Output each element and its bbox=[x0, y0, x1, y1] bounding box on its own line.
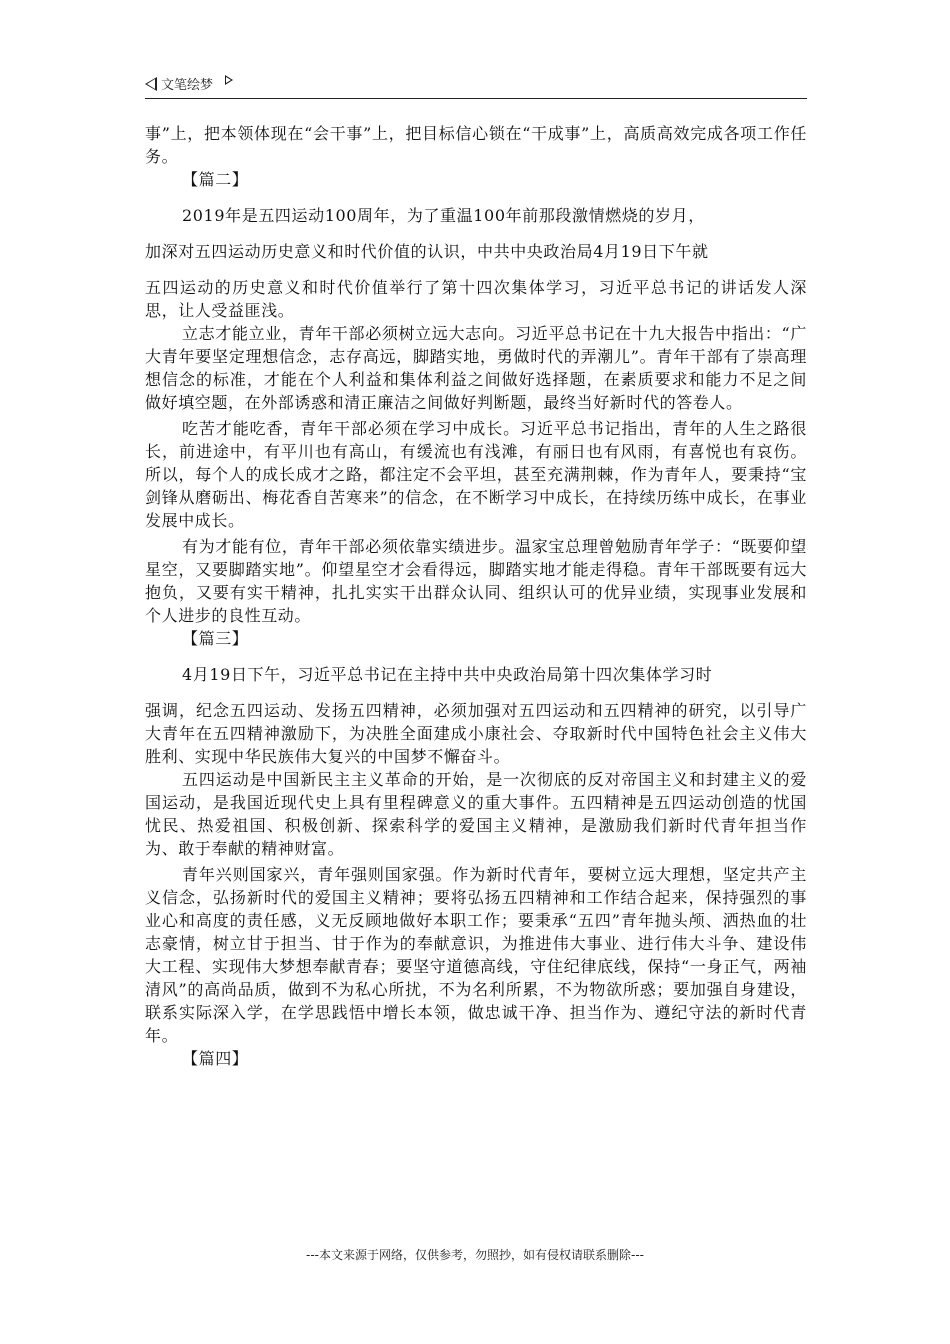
paragraph: 强调，纪念五四运动、发扬五四精神，必须加强对五四运动和五四精神的研究，以引导广大青年在五四精神激励下，为决胜全面建成小康社会、夺取新时代中国特色社会主义伟大胜利、实现中华民族伟大复兴的中国梦不懈奋斗。 bbox=[145, 701, 807, 766]
right-triangle-icon bbox=[225, 75, 233, 85]
paragraph: 五四运动是中国新民主主义革命的开始，是一次彻底的反对帝国主义和封建主义的爱国运动，是我国近现代史上具有里程碑意义的重大事件。五四精神是五四运动创造的忧国忧民、热爱祖国、积极创新、探索科学的爱国主义精神，是激励我们新时代青年担当作为、敢于奉献的精神财富。 bbox=[145, 770, 807, 858]
brand-name: 文笔绘梦 bbox=[161, 78, 214, 93]
document-body bbox=[145, 122, 807, 1070]
paragraph: 立志才能立业，青年干部必须树立远大志向。习近平总书记在十九大报告中指出：“广大青年要坚定理想信念，志存高远，脚踏实地，勇做时代的弄潮儿”。青年干部有了崇高理想信念的标准，才能在个人利益和集体利益之间做好选择题，在素质要求和能力不足之间做好填空题，在外部诱惑和清正廉洁之间做好判断题，最终当好新时代的答卷人。 bbox=[145, 324, 807, 412]
section-heading: 【篇三】 bbox=[182, 629, 249, 648]
paragraph: 青年兴则国家兴，青年强则国家强。作为新时代青年，要树立远大理想，坚定共产主义信念，弘扬新时代的爱国主义精神；要将弘扬五四精神和工作结合起来，保持强烈的事业心和高度的责任感，义无反顾地做好本职工作；要秉承“五四”青年抛头颅、洒热血的壮志豪情，树立甘于担当、甘于作为的奉献意识，为推进伟大事业、进行伟大斗争、建设伟大工程、实现伟大梦想奉献青春；要坚守道德高线，守住纪律底线，保持“一身正气，两袖清风”的高尚品质，做到不为私心所扰，不为名利所累，不为物欲所惑；要加强自身建设，联系实际深入学，在学思践悟中增长本领，做忠诚干净、担当作为、遵纪守法的新时代青年。 bbox=[145, 865, 807, 1045]
paragraph: 2019年是五四运动100周年，为了重温100年前那段激情燃烧的岁月， bbox=[182, 206, 705, 225]
paragraph: 事”上，把本领体现在“会干事”上，把目标信心锁在“干成事”上，高质高效完成各项工作任务。 bbox=[145, 124, 807, 166]
paragraph: 加深对五四运动历史意义和时代价值的认识，中共中央政治局4月19日下午就 bbox=[145, 242, 709, 261]
paragraph: 4月19日下午，习近平总书记在主持中共中央政治局第十四次集体学习时 bbox=[182, 665, 713, 684]
section-heading: 【篇四】 bbox=[182, 1049, 249, 1068]
header-brand bbox=[145, 74, 233, 93]
footer-notice: ---本文来源于网络，仅供参考，勿照抄，如有侵权请联系删除--- bbox=[306, 1248, 644, 1262]
paragraph: 五四运动的历史意义和时代价值举行了第十四次集体学习，习近平总书记的讲话发人深思，让人受益匪浅。 bbox=[145, 278, 807, 320]
left-triangle-icon bbox=[145, 77, 157, 91]
page-header bbox=[145, 72, 807, 99]
paragraph: 有为才能有位，青年干部必须依靠实绩进步。温家宝总理曾勉励青年学子：“既要仰望星空，又要脚踏实地”。仰望星空才会看得远，脚踏实地才能走得稳。青年干部既要有远大抱负，又要有实干精神，扎扎实实干出群众认同、组织认可的优异业绩，实现事业发展和个人进步的良性互动。 bbox=[145, 537, 807, 625]
section-heading: 【篇二】 bbox=[182, 170, 249, 189]
paragraph: 吃苦才能吃香，青年干部必须在学习中成长。习近平总书记指出，青年的人生之路很长，前进途中，有平川也有高山，有缓流也有浅滩，有丽日也有风雨，有喜悦也有哀伤。所以，每个人的成长成才之路，都注定不会平坦，甚至充满荆棘，作为青年人，要秉持“宝剑锋从磨砺出、梅花香自苦寒来”的信念，在不断学习中成长，在持续历练中成长，在事业发展中成长。 bbox=[145, 419, 807, 530]
